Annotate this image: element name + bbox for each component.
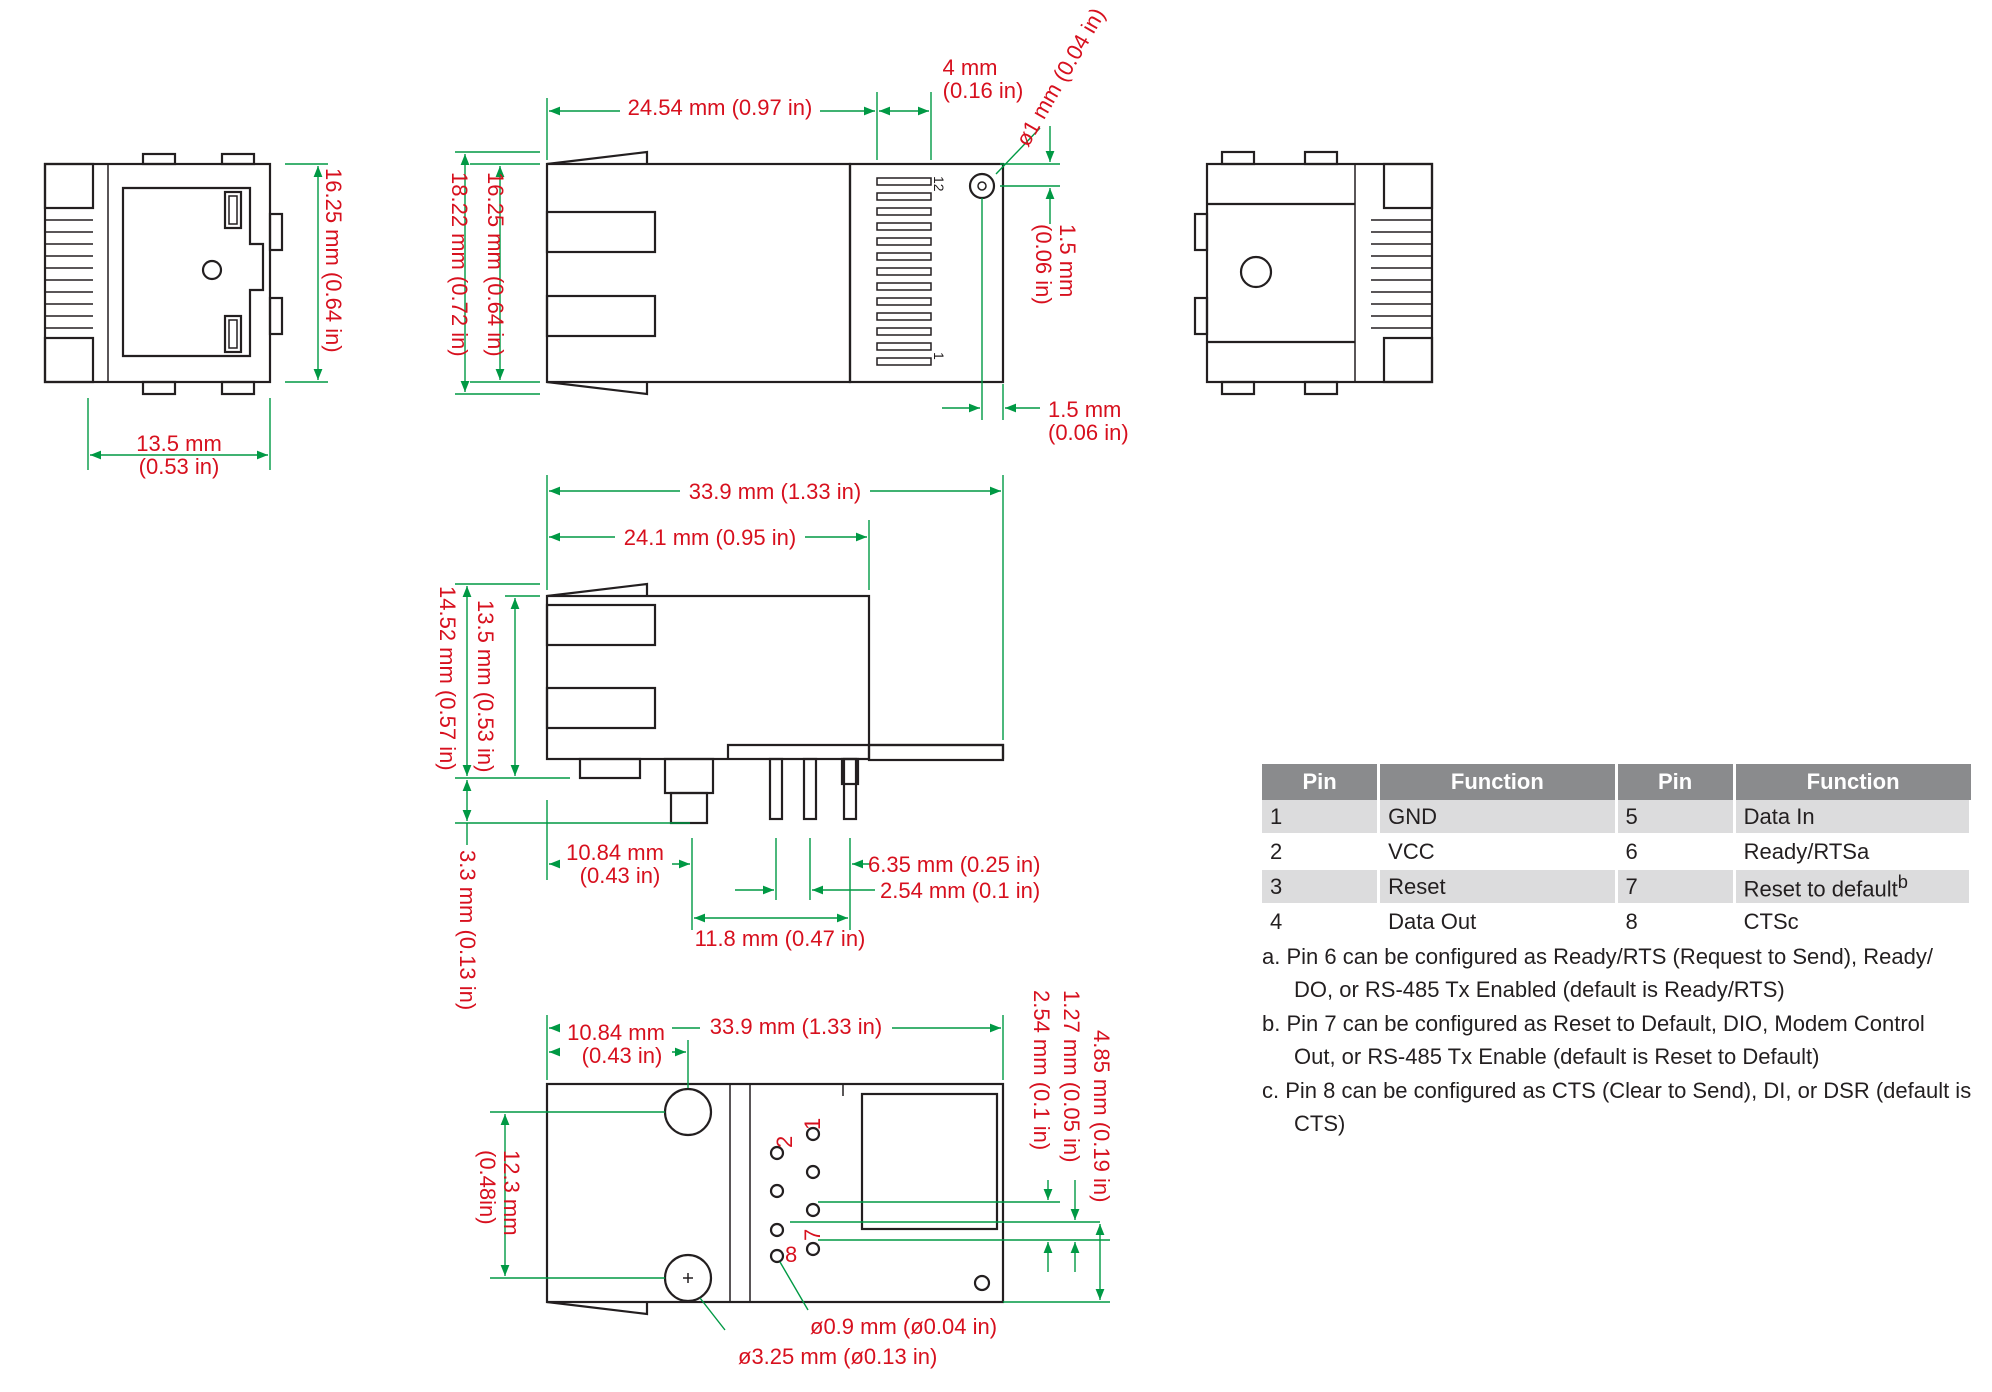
dim-hole-h-in: (0.06 in) (1048, 420, 1129, 445)
dim-top-length: 24.54 mm (0.97 in) (627, 95, 813, 120)
footnote-c: c. Pin 8 can be configured as CTS (Clear to Send), DI, or DSR (default is CTS) (1262, 1078, 1972, 1136)
dim-front-width-mm: 13.5 mm (136, 431, 222, 456)
dim-top-overall-height: 18.22 mm (0.72 in) (447, 172, 472, 357)
table-cell (1734, 869, 1970, 904)
table-cell: Data In (1734, 800, 1970, 834)
dim-hole-v-in: (0.06 in) (1031, 224, 1056, 305)
table-cell: VCC (1379, 834, 1616, 869)
dim-side-offset-mm: 10.84 mm (566, 840, 664, 865)
pin-mark-2: 2 (772, 1135, 797, 1148)
dim-front-width-in: (0.53 in) (138, 454, 220, 479)
table-row (1262, 834, 1971, 869)
dim-side-pin-pitch: 2.54 mm (0.1 in) (880, 878, 1041, 903)
dim-side-pin-offset: 11.8 mm (0.47 in) (694, 926, 866, 951)
table-cell-text: Reset to default (1743, 876, 1898, 902)
table-cell: 4 (1262, 904, 1379, 939)
dim-front-height: 16.25 mm (0.64 in) (321, 168, 346, 353)
header-function-2: Function (1734, 764, 1970, 800)
dim-side-length: 33.9 mm (1.33 in) (688, 479, 862, 504)
header-pin: Pin (1262, 764, 1379, 800)
table-cell: 5 (1616, 800, 1734, 834)
table-cell: Data Out (1379, 904, 1616, 939)
top-view (547, 152, 1003, 394)
front-view (45, 154, 282, 394)
dim-bottom-hole-spacing-mm: 12.3 mm (499, 1150, 524, 1236)
dim-bottom-edge-offset: 4.85 mm (0.19 in) (1089, 1030, 1114, 1203)
pin-mark-1: 1 (800, 1117, 825, 1130)
side-view (547, 584, 1003, 823)
dim-side-body-height: 13.5 mm (0.53 in) (473, 600, 498, 773)
pin-mark-7: 7 (800, 1228, 825, 1241)
table-cell: Ready/RTSa (1734, 834, 1970, 869)
dim-hole-diameter: ø1 mm (0.04 in) (1010, 3, 1110, 151)
footnote-b: b. Pin 7 can be configured as Reset to Default, DIO, Modem Control Out, or RS-485 Tx Enable (default is Reset to Default) (1262, 1011, 1925, 1069)
table-cell: 1 (1262, 800, 1379, 834)
table-cell: GND (1379, 800, 1616, 834)
dim-pin-diameter: ø0.9 mm (ø0.04 in) (810, 1314, 998, 1339)
table-row (1262, 800, 1971, 834)
rear-view (1195, 152, 1432, 394)
dim-side-pin-depth: 3.3 mm (0.13 in) (455, 850, 480, 1011)
table-row (1262, 869, 1971, 904)
table-cell: CTSc (1734, 904, 1970, 939)
dim-bottom-row-pitch: 2.54 mm (0.1 in) (1029, 990, 1054, 1151)
footnote-a: a. Pin 6 can be configured as Ready/RTS (Request to Send), Ready/ DO, or RS-485 Tx Enabled (default is Ready/RTS) (1262, 944, 1933, 1002)
dim-bottom-offset-mm: 10.84 mm (567, 1020, 665, 1045)
table-cell: 2 (1262, 834, 1379, 869)
pin-mark-8: 8 (785, 1242, 798, 1267)
table-cell: 7 (1616, 869, 1734, 904)
table-header-row (1262, 764, 1971, 800)
footnote-marker: b (1897, 870, 1908, 892)
dim-hole-v-mm: 1.5 mm (1055, 224, 1080, 298)
pin-label-1: 1 (931, 352, 947, 360)
footnotes (1262, 940, 1972, 1141)
dim-4mm: 4 mm (942, 55, 998, 80)
dim-side-offset-in: (0.43 in) (579, 863, 661, 888)
table-cell: 6 (1616, 834, 1734, 869)
pin-label-12: 12 (931, 176, 947, 192)
bottom-view (547, 1084, 1003, 1314)
dim-bottom-length: 33.9 mm (1.33 in) (709, 1014, 883, 1039)
table-row (1262, 904, 1971, 939)
dim-4mm-in: (0.16 in) (942, 78, 1024, 103)
dim-side-body-length: 24.1 mm (0.95 in) (623, 525, 797, 550)
dim-top-height: 16.25 mm (0.64 in) (483, 172, 508, 357)
dim-bottom-hole-spacing-in: (0.48in) (475, 1150, 500, 1225)
pin-row (877, 178, 931, 365)
dim-bottom-offset-in: (0.43 in) (581, 1043, 663, 1068)
table-cell: Reset (1379, 869, 1616, 904)
dim-side-overall-height: 14.52 mm (0.57 in) (435, 586, 460, 771)
header-pin-2: Pin (1616, 764, 1734, 800)
table-cell: 8 (1616, 904, 1734, 939)
dim-mount-hole-diameter: ø3.25 mm (ø0.13 in) (738, 1344, 938, 1369)
header-function: Function (1379, 764, 1616, 800)
dim-bottom-row-offset: 1.27 mm (0.05 in) (1059, 990, 1084, 1163)
dim-side-pin-span: 6.35 mm (0.25 in) (868, 852, 1041, 877)
dim-hole-h-mm: 1.5 mm (1048, 397, 1122, 422)
table-cell: 3 (1262, 869, 1379, 904)
pinout-table (1262, 764, 1972, 940)
